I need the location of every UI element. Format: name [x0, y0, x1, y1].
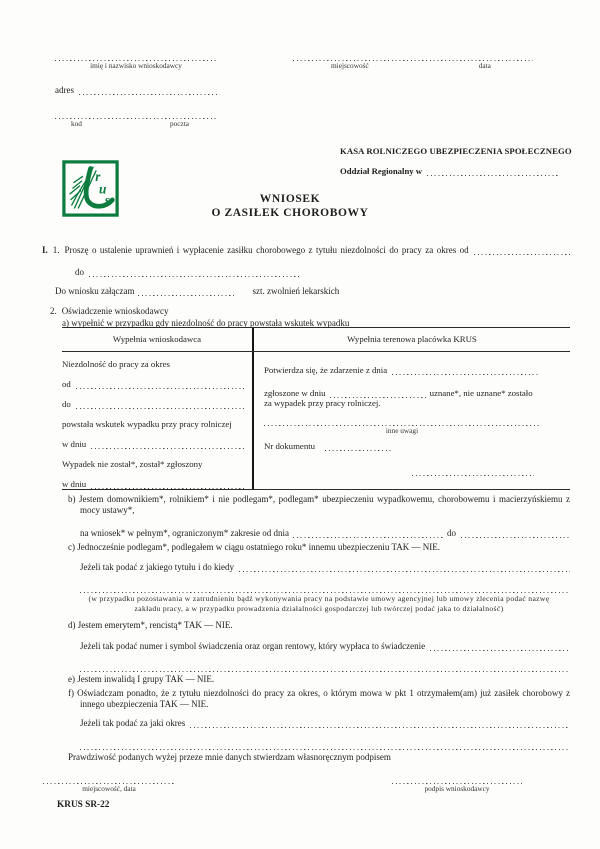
attachments-label: Do wniosku załączam: [55, 286, 135, 296]
declaration-d: d) Jestem emerytem*, rencistą* TAK — NIE.: [68, 620, 233, 630]
accident-reported-label: Wypadek nie został*, został* zgłoszony: [62, 459, 203, 469]
d-if-label: Jeżeli tak podać numer i symbol świadczenia oraz organ rentowy, który wypłaca to świadczenie: [80, 641, 426, 651]
p2-title: Oświadczenie wnioskodawcy: [61, 306, 169, 316]
attachments-suffix: szt. zwolnień lekarskich: [252, 286, 340, 296]
org-name: KASA ROLNICZEGO UBEZPIECZENIA SPOŁECZNEGO: [340, 146, 572, 156]
post-office-hint: poczta: [169, 119, 189, 128]
declaration-b: b) Jestem domownikiem*, rolnikiem* i nie podlegam*, podlegam* ubezpieczeniu wypadkowemu, chorobowemu i macierzyńskiemu z mocy ustawy*,: [68, 494, 570, 515]
confirm-label: Potwierdza się, że zdarzenie z dnia: [264, 365, 388, 375]
declaration-table: [62, 327, 570, 490]
to-label: do: [62, 399, 71, 409]
d-if-field2: [80, 663, 570, 672]
table-header-row: [62, 328, 570, 352]
postal-code-hint: kod: [71, 119, 82, 128]
postal-field: [55, 110, 217, 119]
incapacity-label: Niezdolność do pracy za okres: [62, 359, 170, 369]
p1-period-from-field: [474, 246, 570, 255]
footer-signature-hint: podpis wnioskodawcy: [424, 784, 490, 793]
footer-signature-block: [392, 775, 522, 793]
b2-from-date-field: [293, 530, 443, 538]
d-if-field: [430, 642, 570, 651]
table-header-left: Wypełnia wnioskodawca: [112, 334, 202, 344]
to-date-field: [76, 400, 244, 409]
event-date-field: [392, 366, 540, 375]
declarations-section: [68, 494, 570, 762]
krus-signature-block: [264, 468, 538, 478]
recognized-text: uznane*, nie uznane* zostało: [429, 388, 533, 398]
footer-place-date-hint: miejscowość, data: [82, 784, 136, 793]
declaration-b2-to: do: [446, 528, 456, 538]
on-day-label: w dniu: [62, 439, 87, 449]
declaration-f: f) Oświadczam ponadto, że z tytułu niezdolności do pracy za okres, o którym mowa w pkt 1 otrzymałem(am) już zasiłek chorobowy z innego ubezpieczenia TAK — NIE.: [68, 688, 570, 709]
applicant-block: [55, 52, 217, 128]
f-if-field: [190, 719, 570, 728]
p1-period-to-field: [89, 268, 301, 277]
p1-to-label: do: [75, 267, 84, 277]
svg-text:r: r: [95, 168, 101, 184]
f-if-label: Jeżeli tak podać za jaki okres: [80, 718, 186, 728]
declaration-e: e) Jestem inwalidą I grupy TAK — NIE.: [68, 674, 215, 684]
p2-number: 2.: [50, 306, 57, 316]
reported-on-label: zgłoszone w dniu: [264, 388, 326, 398]
table-cell-krus: [252, 352, 570, 489]
on-day2-label: w dniu: [62, 479, 87, 489]
other-remarks-block: [264, 417, 540, 435]
declaration-b2-prefix: na wniosek* w pełnym*, ograniczonym* zakresie od dnia: [80, 528, 289, 538]
p1-text: Proszę o ustalenie uprawnień i wypłacenie zasiłku chorobowego z tytułu niezdolności do pracy za okres od: [64, 245, 469, 255]
declaration-c: c) Jednocześnie podlegam*, podlegałem w ciągu ostatniego roku* innemu ubezpieczeniu TAK — NIE.: [68, 542, 440, 552]
report-date-field: [91, 480, 244, 489]
table-header-right: Wypełnia terenowa placówka KRUS: [252, 328, 570, 351]
footer-place-date-field: [43, 775, 175, 784]
footer-signature-field: [392, 775, 522, 784]
form-title-line1: WNIOSEK: [259, 193, 321, 205]
form-code: KRUS SR-22: [57, 800, 110, 810]
table-body-row: [62, 352, 570, 489]
b2-to-date-field: [461, 529, 570, 538]
section-roman: I.: [42, 245, 48, 255]
form-title: [0, 192, 580, 220]
place-date-field: [293, 52, 533, 61]
c-if-field2: [80, 584, 570, 593]
krus-signature-field: [412, 468, 534, 476]
branch-field: [427, 167, 560, 176]
f-if-field2: [80, 741, 570, 750]
doc-number-field: [325, 443, 391, 451]
svg-text:u: u: [99, 181, 107, 197]
date-hint: data: [478, 61, 491, 70]
p1-number: 1.: [52, 245, 60, 255]
place-hint: miejscowość: [331, 61, 369, 70]
address-field: [79, 86, 217, 95]
c-if-field: [239, 563, 570, 572]
address-label: adres: [55, 85, 74, 95]
doc-number-label: Nr dokumentu: [264, 441, 316, 451]
svg-text:s: s: [104, 192, 110, 208]
applicant-name-field: [55, 52, 217, 61]
from-date-field: [76, 380, 244, 389]
accident-cause-label: powstała wskutek wypadku przy pracy rolniczej: [62, 419, 232, 429]
reported-date-field: [330, 390, 426, 398]
place-date-block: [293, 52, 533, 70]
c-note-line1: (w przypadku pozostawania w zatrudnieniu bądź wykonywania pracy na podstawie umowy agencyjnej lub umowy zlecenia podać nazwę: [88, 594, 550, 603]
from-label: od: [62, 379, 71, 389]
footer-place-date-block: [43, 775, 175, 793]
attachments-count-field: [138, 288, 236, 296]
other-remarks-field: [264, 417, 540, 426]
section-1: [42, 245, 570, 328]
table-cell-applicant: [62, 352, 252, 489]
c-note-line2: zakładu pracy, a w przypadku prowadzenia działalności gospodarczej lub twórczej podać jaka to działalność): [134, 603, 504, 613]
truth-statement: Prawdziwość podanych wyżej przeze mnie danych stwierdzam własnoręcznym podpisem: [68, 752, 391, 762]
org-header: [340, 146, 572, 176]
c-if-label: Jeżeli tak podać z jakiego tytułu i do kiedy: [80, 562, 234, 572]
branch-label: Oddział Regionalny w: [340, 166, 423, 176]
applicant-name-hint: imię i nazwisko wnioskodawcy: [90, 61, 182, 70]
form-title-line2: O ZASIŁEK CHOROBOWY: [211, 207, 369, 219]
p2a-text: a) wypełnić w przypadku gdy niezdolność do pracy powstała wskutek wypadku: [62, 318, 350, 328]
other-remarks-hint: inne uwagi: [385, 426, 419, 435]
accident-date-field: [91, 440, 244, 449]
recognized-text2: za wypadek przy pracy rolniczej.: [264, 398, 381, 408]
